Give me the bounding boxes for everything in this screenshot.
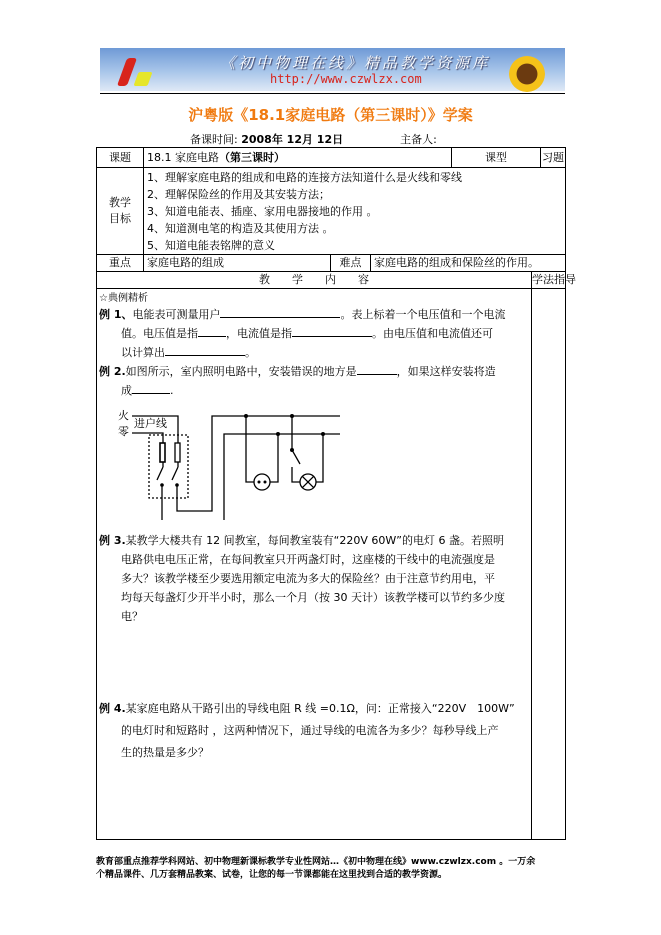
method-header: 学法指导 [531,271,566,289]
knife-switch-icon [172,462,178,480]
ex3-text: 某教学大楼共有 12 间教室，每间教室装有“220V 60W”的电灯 6 盏。若照明 [125,534,504,547]
topic-label: 课题 [96,147,144,168]
socket-icon [254,474,270,490]
topic-suffix: （第三课时） [219,151,285,164]
main-wire-right [177,416,340,511]
goal-item: 4、知道测电笔的构造及其使用方法 。 [147,222,334,235]
banner-url: http://www.czwlzx.com [270,72,422,86]
live-label: 火 [118,409,129,422]
goal-item: 5、知道电能表铭牌的意义 [147,239,275,252]
ex1-text: 电能表可测量用户 [132,308,221,321]
example-label: 例 2. [99,365,126,378]
author-label: 主备人: [400,133,437,146]
ex1-text: 。表上标着一个电压值和一个电流 [340,308,506,321]
ex1-text: 以计算出 [121,346,165,359]
ex1-text: 。 [245,346,256,359]
example-3 [99,531,529,626]
difficult-value: 家庭电路的组成和保险丝的作用。 [370,254,566,272]
goal-item: 2、理解保险丝的作用及其安装方法； [147,188,330,201]
neutral-label: 零 [118,425,129,438]
time-label: 备课时间: [190,133,238,146]
example-label: 例 1、 [99,308,133,321]
ex3-text: 均每天每盏灯少开半小时，那么一个月（按 30 天计）该教学楼可以节约多少度 [121,591,505,604]
ex4-text: 的电灯时和短路时 ，这两种情况下，通过导线的电流各为多少？每秒导线上产 [121,724,499,737]
footer-line: 教育部重点推荐学科网站、初中物理新课标教学专业性网站…《初中物理在线》www.czwlzx.com 。一万余 [96,857,536,867]
fuse-icon [160,443,165,462]
key-label: 重点 [96,254,144,272]
example-label: 例 4. [99,702,126,715]
difficult-label: 难点 [330,254,371,272]
example-label: 例 3. [99,534,126,547]
content-header: 教 学 内 容 [96,271,532,289]
ex2-text: . [170,384,174,397]
service-line-label: 进户线 [134,417,167,430]
fuse-box [149,435,188,498]
ex2-text: 成 [121,384,132,397]
live-wire [132,416,178,443]
ex1-text: 。由电压值和电流值还可 [372,327,493,340]
footer-line: 个精品课件、几万套精品教案、试卷，让您的每一节课都能在这里找到合适的教学资源。 [96,870,448,880]
type-label: 课型 [451,147,541,168]
page-title: 沪粤版《18.1家庭电路（第三课时）》学案 [188,106,473,124]
ex3-text: 电路供电电压正常，在每间教室只开两盏灯时，这座楼的干线中的电流强度是 [121,553,495,566]
footer [96,856,535,882]
ex3-text: 电？ [121,610,143,623]
section-heading: ☆典例精析 [99,293,148,304]
ex3-text: 多大？该教学楼至少要选用额定电流为多大的保险丝？由于注意节约用电，平 [121,572,495,585]
type-value: 习题 [540,147,566,168]
date: 2008年 12月 12日 [241,133,344,146]
example-4 [99,698,529,764]
ex1-text: 值。电压值是指 [121,327,198,340]
ex4-text: 某家庭电路从干路引出的导线电阻 R 线 =0.1Ω，问：正常接入“220V 100W” [125,702,515,715]
ex2-text: 如图所示，室内照明电路中，安装错误的地方是 [125,365,357,378]
key-value: 家庭电路的组成 [143,254,331,272]
topic-text: 18.1 家庭电路 [147,151,219,164]
ex1-text: ，电流值是指 [226,327,292,340]
banner-title: 《初中物理在线》精品教学资源库 [220,54,491,72]
socket-branch [246,416,278,482]
ex2-text: ，如果这样安装将造 [396,365,496,378]
goal-item: 3、知道电能表、插座、家用电器接地的作用 。 [147,205,378,218]
goals-label: 教学目标 [96,167,144,255]
lamp-branch [292,416,323,482]
goal-item: 1、理解家庭电路的组成和电路的连接方法知道什么是火线和零线 [147,171,462,184]
knife-switch-icon [157,462,163,480]
ex4-text: 生的热量是多少？ [121,746,209,759]
fuse-icon [175,443,180,462]
